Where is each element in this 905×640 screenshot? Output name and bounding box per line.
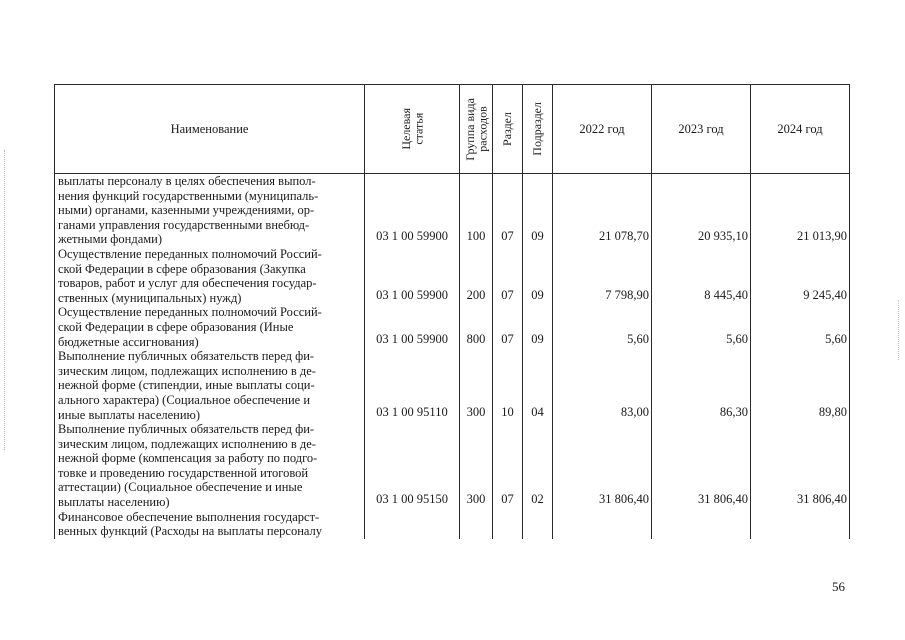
scan-margin-marks-right — [898, 300, 901, 360]
header-group — [460, 85, 493, 174]
row-section — [493, 510, 523, 539]
header-target-label: Целевая статья — [398, 108, 425, 150]
row-section: 07 — [493, 174, 523, 247]
table-header-row — [55, 85, 850, 174]
header-year-2024: 2024 год — [751, 85, 850, 174]
row-value-2022: 31 806,40 — [553, 422, 652, 510]
row-target: 03 1 00 95150 — [365, 422, 460, 510]
scan-margin-marks — [4, 150, 7, 450]
row-group: 300 — [460, 422, 493, 510]
row-target — [365, 510, 460, 539]
row-subsection: 04 — [523, 349, 553, 422]
row-group: 100 — [460, 174, 493, 247]
row-value-2022: 7 798,90 — [553, 247, 652, 305]
row-value-2023: 20 935,10 — [652, 174, 751, 247]
header-section — [493, 85, 523, 174]
table-row — [55, 422, 850, 510]
header-subsection — [523, 85, 553, 174]
table-row — [55, 349, 850, 422]
row-target: 03 1 00 59900 — [365, 247, 460, 305]
table-row — [55, 247, 850, 305]
row-name: Финансовое обеспечение выполнения государст- венных функций (Расходы на выплаты персоналу — [55, 510, 365, 539]
row-group: 200 — [460, 247, 493, 305]
row-group — [460, 510, 493, 539]
row-value-2024: 21 013,90 — [751, 174, 850, 247]
row-value-2023: 31 806,40 — [652, 422, 751, 510]
header-target — [365, 85, 460, 174]
table-row — [55, 510, 850, 539]
row-subsection: 09 — [523, 247, 553, 305]
row-value-2024: 5,60 — [751, 305, 850, 349]
header-section-label: Раздел — [500, 112, 515, 146]
row-name: Выполнение публичных обязательств перед фи- зическим лицом, подлежащих исполнению в де- нежной форме (компенсация за работу по подго- товке и проведению государственной итоговой аттестации) (Социальное обеспечение и иные выплаты населению) — [55, 422, 365, 510]
row-group: 800 — [460, 305, 493, 349]
row-value-2024: 89,80 — [751, 349, 850, 422]
row-subsection: 09 — [523, 174, 553, 247]
row-section: 10 — [493, 349, 523, 422]
table-row — [55, 305, 850, 349]
header-subsection-label: Подраздел — [530, 102, 545, 156]
header-group-label: Группа вида расходов — [462, 97, 489, 161]
row-value-2024 — [751, 510, 850, 539]
row-value-2023: 86,30 — [652, 349, 751, 422]
header-year-2023: 2023 год — [652, 85, 751, 174]
header-name: Наименование — [55, 85, 365, 174]
table-row — [55, 174, 850, 247]
row-name: Осуществление переданных полномочий Россий- ской Федерации в сфере образования (Иные бюджетные ассигнования) — [55, 305, 365, 349]
budget-table — [54, 84, 850, 539]
row-value-2023: 8 445,40 — [652, 247, 751, 305]
header-year-2022: 2022 год — [553, 85, 652, 174]
row-value-2024: 31 806,40 — [751, 422, 850, 510]
row-value-2022: 5,60 — [553, 305, 652, 349]
row-value-2022: 83,00 — [553, 349, 652, 422]
row-value-2022 — [553, 510, 652, 539]
row-subsection — [523, 510, 553, 539]
row-subsection: 09 — [523, 305, 553, 349]
row-value-2023 — [652, 510, 751, 539]
row-target: 03 1 00 59900 — [365, 174, 460, 247]
page-number: 56 — [832, 579, 845, 594]
row-section: 07 — [493, 305, 523, 349]
row-value-2023: 5,60 — [652, 305, 751, 349]
row-name: Осуществление переданных полномочий Россий- ской Федерации в сфере образования (Закупка товаров, работ и услуг для обеспечения государ- ственных (муниципальных) нужд) — [55, 247, 365, 305]
row-group: 300 — [460, 349, 493, 422]
row-name: выплаты персоналу в целях обеспечения выпол- нения функций государственными (муниципаль- ными) органами, казенными учреждениями, ор- ганами управления государственными внебюд- жетными фондами) — [55, 174, 365, 247]
row-target: 03 1 00 95110 — [365, 349, 460, 422]
row-value-2024: 9 245,40 — [751, 247, 850, 305]
row-section: 07 — [493, 422, 523, 510]
row-target: 03 1 00 59900 — [365, 305, 460, 349]
row-subsection: 02 — [523, 422, 553, 510]
row-name: Выполнение публичных обязательств перед фи- зическим лицом, подлежащих исполнению в де- нежной форме (стипендии, иные выплаты соци- ального характера) (Социальное обеспечение и иные выплаты населению) — [55, 349, 365, 422]
row-value-2022: 21 078,70 — [553, 174, 652, 247]
row-section: 07 — [493, 247, 523, 305]
